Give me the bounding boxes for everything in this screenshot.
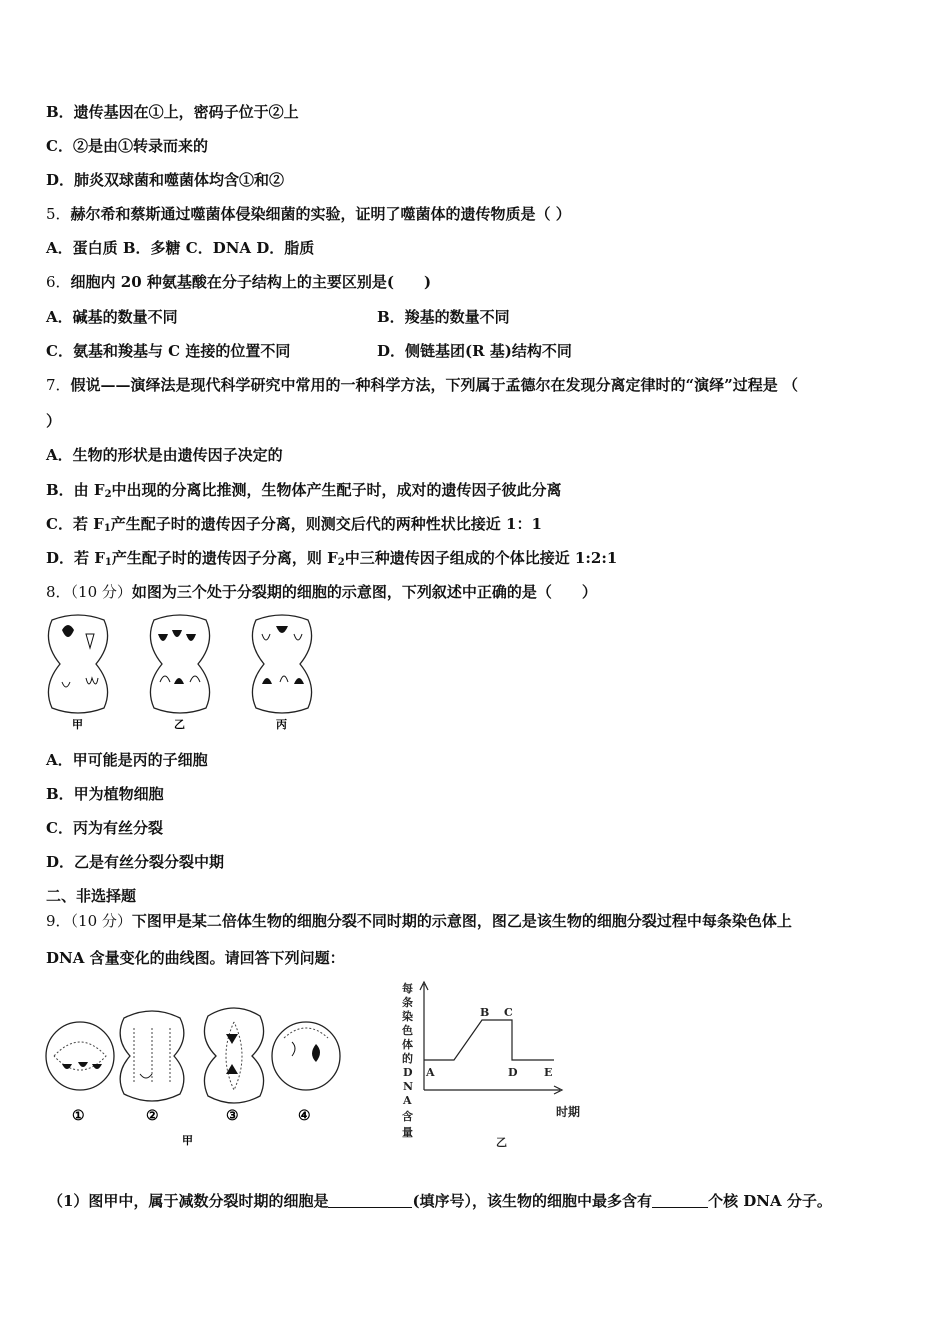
q8-label-jia: 甲: [72, 718, 83, 730]
q7-stem-continued: ）: [46, 412, 62, 430]
y-label-2: 染: [402, 1010, 413, 1023]
q7-option-b-sub: 2: [104, 489, 112, 500]
q8-stem-text: 如图为三个处于分裂期的细胞的示意图，下列叙述中正确的是（ ）: [131, 583, 597, 601]
q7-option-a: A．生物的形状是由遗传因子决定的: [46, 446, 283, 464]
q9-score: （10 分）: [70, 912, 132, 930]
q7-option-b: [46, 480, 562, 505]
q9-sub1-post: 个核 DNA 分子。: [708, 1192, 832, 1210]
q8-option-c: C．丙为有丝分裂: [46, 819, 163, 837]
q8-score: （10 分）: [70, 583, 132, 601]
y-label-9: 含: [402, 1110, 413, 1123]
fig-yi-caption: 乙: [496, 1136, 507, 1149]
point-c: C: [504, 1006, 513, 1019]
q9-stem-text: 下图甲是某二倍体生物的细胞分裂不同时期的示意图，图乙是该生物的细胞分裂过程中每条染色体上: [131, 912, 792, 930]
q7-option-c-pre: C．若 F: [46, 515, 104, 533]
y-label-10: 量: [402, 1126, 413, 1139]
point-d: D: [508, 1066, 518, 1079]
q5-stem-text: 赫尔希和蔡斯通过噬菌体侵染细菌的实验，证明了噬菌体的遗传物质是（ ）: [70, 205, 571, 223]
fig-jia-label-2: ②: [146, 1108, 159, 1124]
y-label-1: 条: [402, 996, 413, 1009]
q8-option-d: D．乙是有丝分裂分裂中期: [46, 853, 225, 871]
q9-figure-jia: [40, 998, 350, 1150]
q9-sub1-mid: (填序号），该生物的细胞中最多含有: [412, 1192, 653, 1210]
q7-option-b-pre: B．由 F: [46, 481, 105, 499]
q7-number: 7．: [46, 376, 71, 394]
y-label-3: 色: [402, 1024, 413, 1037]
fig-jia-label-4: ④: [298, 1108, 311, 1124]
q7-option-d-pre: D．若 F: [46, 549, 105, 567]
q7-option-d-sub: 1: [104, 557, 112, 568]
q7-option-d-sub2: 2: [337, 557, 345, 568]
q8-option-a: A．甲可能是丙的子细胞: [46, 751, 208, 769]
q4-option-c: C．②是由①转录而来的: [46, 137, 208, 155]
q6-option-c: C．氨基和羧基与 C 连接的位置不同: [46, 342, 291, 360]
q4-option-b: B．遗传基因在①上，密码子位于②上: [46, 103, 299, 121]
q7-option-d-post: 中三种遗传因子组成的个体比接近 1:2:1: [344, 549, 618, 567]
q8-cell-figure: [40, 612, 330, 730]
q7-option-c: [46, 514, 542, 539]
fig-jia-caption: 甲: [182, 1134, 193, 1147]
y-label-5: 的: [402, 1052, 413, 1065]
y-label-7: N: [403, 1080, 414, 1093]
q7-option-d-mid: 产生配子时的遗传因子分离，则 F: [111, 549, 338, 567]
x-axis-label: 时期: [556, 1105, 581, 1119]
y-label-4: 体: [402, 1038, 413, 1051]
y-label-8: A: [403, 1094, 412, 1107]
q7-option-c-sub: 1: [103, 523, 111, 534]
q9-sub1: [48, 1191, 832, 1211]
point-b: B: [480, 1006, 490, 1019]
q7-option-c-post: 产生配子时的遗传因子分离，则测交后代的两种性状比接近 1：1: [110, 515, 542, 533]
q9-stem-continued: DNA 含量变化的曲线图。请回答下列问题：: [46, 949, 345, 967]
q7-option-d: [46, 548, 617, 573]
q9-number: 9．: [46, 912, 71, 930]
q6-option-b: B．羧基的数量不同: [377, 308, 510, 326]
q9-sub1-pre: （1）图甲中，属于减数分裂时期的细胞是: [48, 1192, 329, 1210]
q6-option-a: A．碱基的数量不同: [46, 308, 178, 326]
q4-option-d: D．肺炎双球菌和噬菌体均含①和②: [46, 171, 285, 189]
fig-jia-label-1: ①: [72, 1108, 85, 1124]
q9-figure-yi: [396, 978, 596, 1154]
q9-sub1-blank-1[interactable]: [328, 1191, 412, 1208]
q7-stem: [46, 375, 798, 395]
y-label-6: D: [403, 1066, 413, 1079]
q6-stem: [46, 272, 431, 292]
y-label-0: 每: [402, 982, 413, 995]
q6-option-d: D．侧链基团(R 基)结构不同: [377, 342, 572, 360]
q5-options: A．蛋白质 B．多糖 C．DNA D．脂质: [46, 239, 315, 257]
dna-curve: [424, 1020, 554, 1060]
q7-option-b-post: 中出现的分离比推测，生物体产生配子时，成对的遗传因子彼此分离: [111, 481, 562, 499]
cell-yi-outline: [150, 615, 209, 713]
q8-label-bing: 丙: [276, 718, 287, 730]
q6-stem-text: 细胞内 20 种氨基酸在分子结构上的主要区别是( ): [70, 273, 432, 291]
q5-stem: [46, 204, 571, 224]
point-e: E: [544, 1066, 553, 1079]
cell-jia-outline: [48, 615, 107, 713]
q5-number: 5．: [46, 205, 71, 223]
point-a: A: [426, 1066, 435, 1079]
fig-jia-label-3: ③: [226, 1108, 239, 1124]
q8-stem: [46, 582, 597, 602]
q8-option-b: B．甲为植物细胞: [46, 785, 164, 803]
q9-sub1-blank-2[interactable]: [652, 1191, 708, 1208]
q8-number: 8．: [46, 583, 71, 601]
q7-stem-text: 假说——演绎法是现代科学研究中常用的一种科学方法，下列属于孟德尔在发现分离定律时的“演绎”过程是 （: [70, 376, 799, 394]
q9-stem: [46, 911, 792, 931]
section-2-title: 二、非选择题: [46, 887, 137, 905]
q8-label-yi: 乙: [174, 718, 185, 730]
q6-number: 6．: [46, 273, 71, 291]
